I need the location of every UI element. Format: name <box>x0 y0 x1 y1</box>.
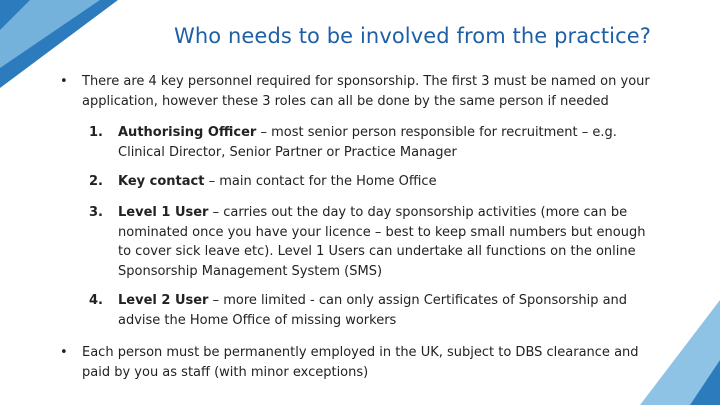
item-desc: – most senior person responsible for recruitment – e.g. Clinical Director, Senior Partner or Practice Manager <box>118 125 617 160</box>
bullet-text-personnel: There are 4 key personnel required for sponsorship. The first 3 must be named on your application, however these 3 roles can all be done by the same person if needed <box>82 74 650 109</box>
item-role: Level 1 User <box>118 205 209 220</box>
item-role: Key contact <box>118 174 205 189</box>
item-number: 4. <box>89 293 103 308</box>
item-level2-user <box>118 291 648 330</box>
item-desc: – more limited - can only assign Certificates of Sponsorship and advise the Home Office of missing workers <box>118 293 628 328</box>
item-desc: – carries out the day to day sponsorship activities (more can be nominated once you have your licence – best to keep small numbers but enough to cover sick leave etc). Level 1 Users can undertake all functions on the online Sponsorship Management System (SMS) <box>118 205 646 279</box>
item-number: 3. <box>89 205 103 220</box>
item-number: 1. <box>89 125 103 140</box>
item-desc: – main contact for the Home Office <box>204 174 437 189</box>
slide-title: Who needs to be involved from the practice? <box>174 24 652 48</box>
item-number: 2. <box>89 174 103 189</box>
item-key-contact <box>118 172 648 192</box>
bullet-text-employment: Each person must be permanently employed in the UK, subject to DBS clearance and paid by you as staff (with minor exceptions) <box>82 345 639 380</box>
item-level1-user <box>118 203 648 281</box>
item-role: Level 2 User <box>118 293 209 308</box>
bullet-marker: • <box>60 74 68 89</box>
item-authorising-officer <box>118 123 638 162</box>
bullet-marker: • <box>60 345 68 360</box>
item-role: Authorising Officer <box>118 125 257 140</box>
